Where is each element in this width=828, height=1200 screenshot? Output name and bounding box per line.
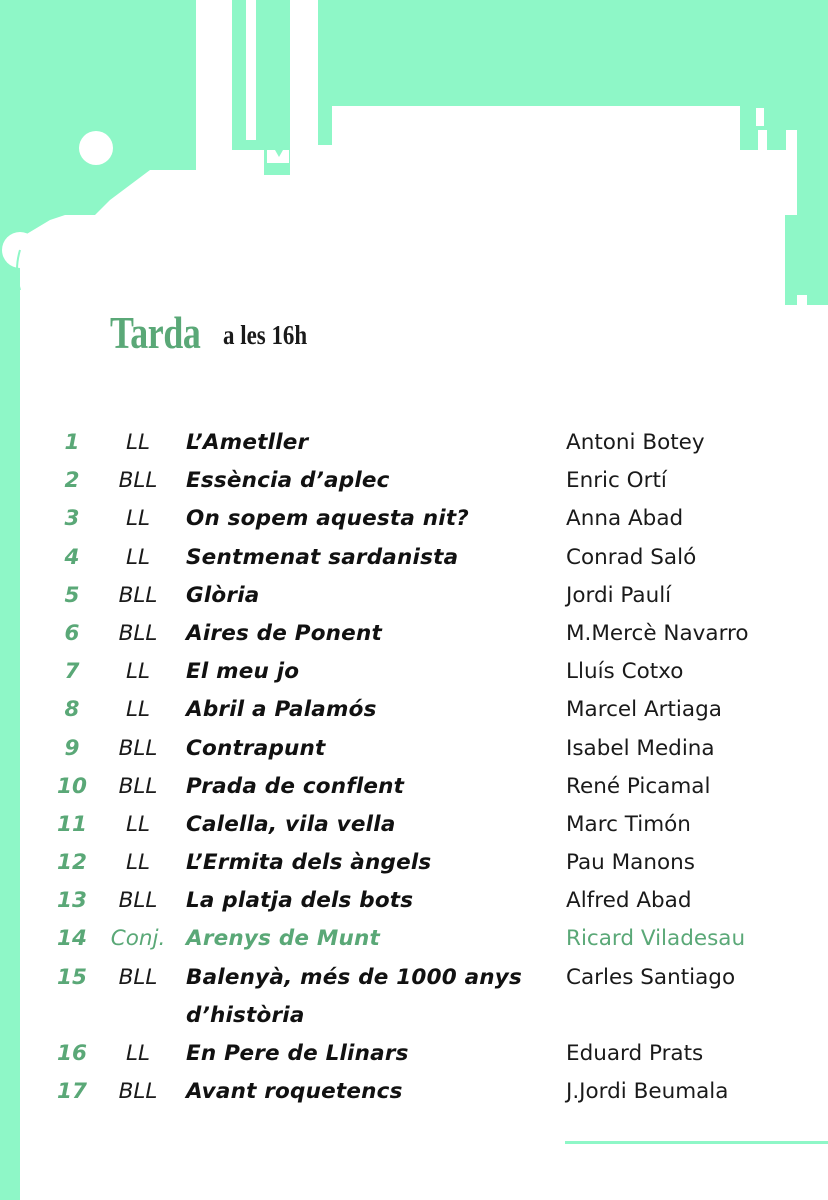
item-number: 11: [57, 811, 87, 837]
program-row: [0, 539, 828, 577]
program-row: [0, 500, 828, 538]
program-row: [0, 1035, 828, 1073]
item-title: Contrapunt: [186, 735, 326, 761]
item-title: L’Ermita dels àngels: [186, 850, 432, 876]
program-row: [0, 844, 828, 882]
program-row: [0, 577, 828, 615]
item-number: 1: [64, 430, 80, 455]
item-title: Essència d’aplec: [186, 468, 390, 494]
item-type: LL: [126, 850, 150, 876]
item-number: 15: [57, 964, 87, 990]
program-list: [0, 424, 828, 1111]
item-author: J.Jordi Beumala: [566, 1079, 729, 1105]
item-title: L’Ametller: [186, 430, 309, 455]
item-author: Conrad Saló: [566, 544, 697, 570]
item-type: LL: [126, 1041, 150, 1067]
program-row: [0, 730, 828, 768]
item-type: BLL: [118, 1079, 158, 1105]
item-title: La platja dels bots: [186, 888, 414, 914]
program-row: [0, 653, 828, 691]
item-author: Isabel Medina: [566, 735, 715, 761]
item-title: Arenys de Munt: [186, 926, 380, 952]
item-title: Abril a Palamós: [186, 697, 377, 723]
item-type: Conj.: [110, 926, 166, 952]
item-type: LL: [126, 544, 150, 570]
item-author: Marcel Artiaga: [566, 697, 722, 723]
program-row: [0, 691, 828, 729]
item-type: LL: [126, 506, 150, 532]
item-type: BLL: [118, 888, 158, 914]
program-row: [0, 424, 828, 462]
item-author: René Picamal: [566, 773, 711, 799]
item-type: BLL: [118, 964, 158, 990]
item-number: 8: [64, 697, 80, 723]
item-number: 7: [64, 659, 80, 685]
item-title: El meu jo: [186, 659, 300, 685]
item-author: Antoni Botey: [566, 430, 705, 455]
item-title: Calella, vila vella: [186, 811, 396, 837]
item-title: Balenyà, més de 1000 anys d’història: [186, 964, 523, 1028]
item-number: 6: [64, 620, 80, 646]
program-row: [0, 768, 828, 806]
item-author: Alfred Abad: [566, 888, 692, 914]
program-row: [0, 462, 828, 500]
item-author: Marc Timón: [566, 811, 691, 837]
item-type: BLL: [118, 582, 158, 608]
item-author: Lluís Cotxo: [566, 659, 684, 685]
item-number: 13: [57, 888, 87, 914]
item-type: LL: [126, 811, 150, 837]
item-title: Aires de Ponent: [186, 620, 382, 646]
item-number: 16: [57, 1041, 87, 1067]
item-author: Carles Santiago: [566, 964, 736, 990]
item-type: BLL: [118, 468, 158, 494]
item-number: 17: [57, 1079, 87, 1105]
item-author: Anna Abad: [566, 506, 684, 532]
program-row: [0, 1073, 828, 1111]
program-row: [0, 615, 828, 653]
item-title: On sopem aquesta nit?: [186, 506, 469, 532]
item-number: 4: [64, 544, 80, 570]
program-row-highlighted: [0, 920, 828, 958]
item-type: LL: [126, 659, 150, 685]
item-type: LL: [126, 697, 150, 723]
program-row: [0, 882, 828, 920]
item-number: 14: [57, 926, 87, 952]
item-number: 5: [64, 582, 80, 608]
heading-title: Tarda: [110, 307, 201, 358]
item-type: LL: [126, 430, 150, 455]
item-number: 2: [64, 468, 80, 494]
item-type: BLL: [118, 773, 158, 799]
program-row: [0, 806, 828, 844]
program-row: [0, 959, 828, 1035]
item-author: Ricard Viladesau: [566, 926, 746, 952]
item-title: En Pere de Llinars: [186, 1041, 409, 1067]
item-number: 3: [64, 506, 80, 532]
item-author: Enric Ortí: [566, 468, 667, 494]
item-author: Jordi Paulí: [566, 582, 672, 608]
item-title: Glòria: [186, 582, 260, 608]
item-author: M.Mercè Navarro: [566, 620, 749, 646]
item-author: Pau Manons: [566, 850, 695, 876]
footer-divider: [565, 1141, 828, 1144]
item-title: Sentmenat sardanista: [186, 544, 459, 570]
item-number: 10: [57, 773, 87, 799]
item-title: Prada de conflent: [186, 773, 405, 799]
item-number: 12: [57, 850, 87, 876]
section-heading: [110, 306, 308, 359]
item-type: BLL: [118, 620, 158, 646]
item-author: Eduard Prats: [566, 1041, 704, 1067]
item-number: 9: [64, 735, 80, 761]
heading-subtitle: a les 16h: [223, 320, 308, 350]
item-type: BLL: [118, 735, 158, 761]
item-title: Avant roquetencs: [186, 1079, 403, 1105]
